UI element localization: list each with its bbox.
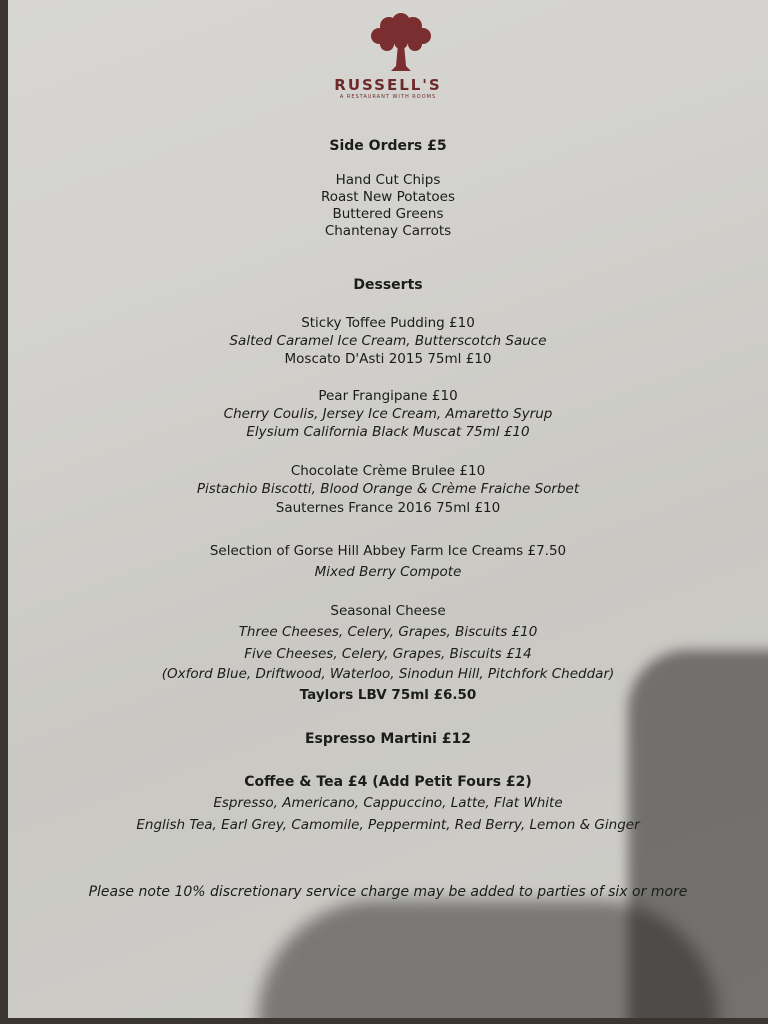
tea-list: English Tea, Earl Grey, Camomile, Peppermint, Red Berry, Lemon & Ginger bbox=[136, 817, 640, 833]
dessert-description: Pistachio Biscotti, Blood Orange & Crème Fraiche Sorbet bbox=[196, 481, 580, 497]
port-wine: Taylors LBV 75ml £6.50 bbox=[299, 687, 477, 703]
brand-tagline: A RESTAURANT WITH ROOMS bbox=[339, 94, 437, 100]
cheese-list: (Oxford Blue, Driftwood, Waterloo, Sinodun Hill, Pitchfork Cheddar) bbox=[161, 666, 615, 682]
side-item: Hand Cut Chips bbox=[335, 172, 441, 188]
espresso-martini: Espresso Martini £12 bbox=[304, 731, 472, 747]
dessert-name: Pear Frangipane £10 bbox=[318, 388, 458, 404]
dessert-description: Salted Caramel Ice Cream, Butterscotch Sauce bbox=[229, 333, 547, 349]
dessert-name: Chocolate Crème Brulee £10 bbox=[290, 463, 486, 479]
side-orders-heading: Side Orders £5 bbox=[329, 138, 447, 154]
tree-icon bbox=[365, 8, 437, 74]
service-charge-note: Please note 10% discretionary service charge may be added to parties of six or more bbox=[88, 884, 688, 900]
cheese-option: Three Cheeses, Celery, Grapes, Biscuits £10 bbox=[238, 624, 538, 640]
coffee-heading: Coffee & Tea £4 (Add Petit Fours £2) bbox=[244, 774, 532, 790]
dessert-wine: Elysium California Black Muscat 75ml £10 bbox=[246, 424, 530, 440]
coffee-list: Espresso, Americano, Cappuccino, Latte, Flat White bbox=[213, 795, 563, 811]
dessert-name: Selection of Gorse Hill Abbey Farm Ice Creams £7.50 bbox=[209, 543, 567, 559]
hand-shadow-bottom bbox=[258, 900, 718, 1018]
dessert-description: Cherry Coulis, Jersey Ice Cream, Amaretto Syrup bbox=[223, 406, 553, 422]
cheese-heading: Seasonal Cheese bbox=[330, 603, 446, 619]
menu-page bbox=[8, 0, 768, 1018]
cheese-option: Five Cheeses, Celery, Grapes, Biscuits £14 bbox=[244, 646, 532, 662]
dessert-description: Mixed Berry Compote bbox=[314, 564, 462, 580]
dessert-wine: Moscato D'Asti 2015 75ml £10 bbox=[284, 351, 492, 367]
dessert-name: Sticky Toffee Pudding £10 bbox=[301, 315, 475, 331]
side-item: Roast New Potatoes bbox=[320, 189, 456, 205]
desserts-heading: Desserts bbox=[353, 277, 423, 293]
side-item: Chantenay Carrots bbox=[324, 223, 452, 239]
side-item: Buttered Greens bbox=[332, 206, 444, 222]
dessert-wine: Sauternes France 2016 75ml £10 bbox=[275, 500, 501, 516]
brand-name: RUSSELL'S bbox=[334, 76, 442, 94]
